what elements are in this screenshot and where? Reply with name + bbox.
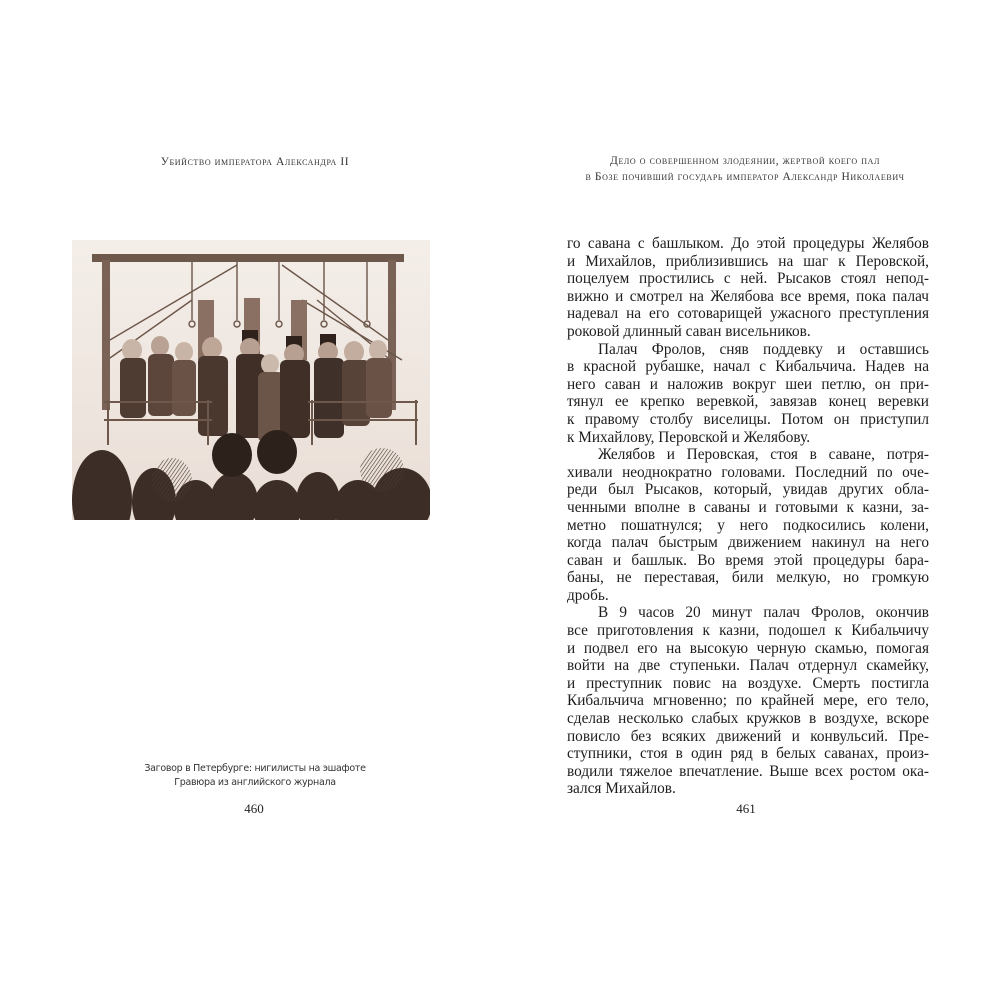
text-line: зался Михайлов. xyxy=(567,780,676,798)
text-line: реди был Рысаков, который, увидав других обла- xyxy=(567,481,929,499)
running-head-right xyxy=(565,153,925,185)
text-line: поцелуем простились с ней. Рысаков стоял непод- xyxy=(567,270,929,288)
text-line: него саван и наложив вокруг шеи петлю, он при- xyxy=(567,375,929,393)
text-line: го савана с башлыком. До этой процедуры Желябов xyxy=(567,235,929,252)
right-page xyxy=(500,0,1000,1000)
caption-line-2: Гравюра из английского журнала xyxy=(174,777,336,788)
text-line: вижно и смотрел на Желябова все время, пока палач xyxy=(567,287,929,305)
text-line: к правому столбу виселицы. Потом он приступил xyxy=(567,410,929,428)
text-line: хивали неоднократно головами. Последний по оче- xyxy=(567,463,929,481)
text-line: роковой длинный саван висельников. xyxy=(567,322,811,340)
text-line: и подвел его на высокую черную скамью, помогая xyxy=(567,639,929,657)
page-number-right: 461 xyxy=(736,801,756,816)
text-line: водили тяжелое впечатление. Выше всех ростом ока- xyxy=(567,762,929,780)
text-line: в красной рубашке, начал с Кибальчича. Надев на xyxy=(567,358,929,376)
text-line: ступники, стоя в один ряд в белых саванах, произ- xyxy=(567,745,929,763)
text-line: к Михайлову, Перовской и Желябову. xyxy=(567,428,811,446)
page-number-left: 460 xyxy=(244,801,264,816)
text-line: ченными вполне в саваны и готовыми к казни, за- xyxy=(567,498,929,516)
text-line: тянул ее крепко веревкой, завязав конец веревки xyxy=(567,393,929,411)
text-line: повисло без всяких движений и конвульсий. Пре- xyxy=(567,727,929,745)
body-text xyxy=(567,235,929,798)
text-line: и преступник повис на воздухе. Смерть постигла xyxy=(567,674,929,692)
text-line: и Михайлов, приблизившись на шаг к Перовской, xyxy=(567,252,929,270)
text-line: Кибальчича мгновенно; по крайней мере, его тело, xyxy=(567,692,929,710)
text-line: саван и башлык. Во время этой процедуры бара- xyxy=(567,551,929,569)
running-head-right-line-1: Дело о совершенном злодеянии, жертвой коего пал xyxy=(610,155,880,167)
text-line: Желябов и Перовская, стоя в саване, потря- xyxy=(598,446,929,464)
caption-line-1: Заговор в Петербурге: нигилисты на эшафоте xyxy=(144,763,366,774)
running-head-left: Убийство императора Александра II xyxy=(160,156,350,168)
engraving-image xyxy=(72,240,430,520)
text-line: метно пошатнулся; у него подкосились колени, xyxy=(567,516,929,534)
text-line: баны, не переставая, били мелкую, но громкую xyxy=(567,569,929,587)
text-line: когда палач быстрым движением накинул на него xyxy=(567,534,929,552)
execution-engraving-illustration xyxy=(72,240,430,520)
text-line: войти на две ступеньки. Палач отдернул скамейку, xyxy=(567,657,929,675)
text-line: все приготовления к казни, подошел к Кибальчичу xyxy=(567,622,929,640)
illustration-caption xyxy=(105,762,405,790)
text-line: сделав несколько слабых кружков в воздухе, вскоре xyxy=(567,710,929,728)
text-line: Палач Фролов, сняв поддевку и оставшись xyxy=(598,340,929,358)
text-line: надевал на его сотоварищей ужасного преступления xyxy=(567,305,929,323)
running-head-right-line-2: в Бозе почивший государь император Александр Николаевич xyxy=(585,171,905,183)
text-line: дробь. xyxy=(567,586,609,604)
text-line: В 9 часов 20 минут палач Фролов, окончив xyxy=(598,604,929,622)
